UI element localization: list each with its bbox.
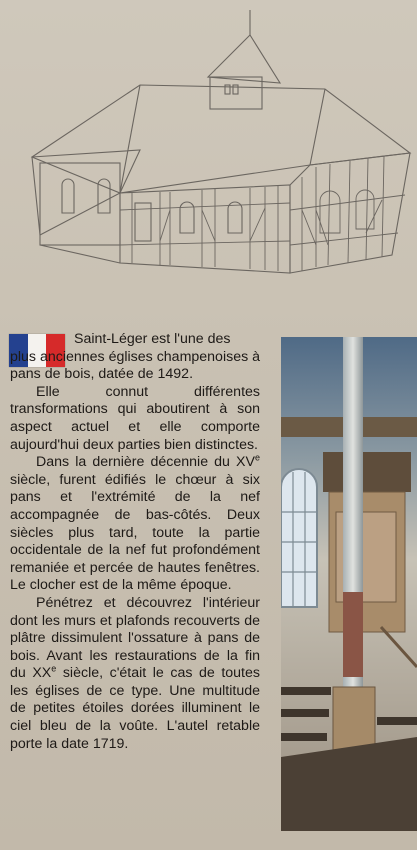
paragraph-4-part-b: siècle, c'était le cas de toutes les églises de ce type. Une multitude de petites étoiles dorées illuminent le ciel bleu de la voûte. L'autel retable porte la date 1719. xyxy=(10,665,260,752)
paragraph-4 xyxy=(10,595,260,753)
paragraph-4-part-a: Pénétrez et découvrez l'intérieur dont les murs et plafonds recouverts de plâtre dissimulent l'ossature à pans de bois. Avant les restaurations de la fin du XX xyxy=(10,594,260,682)
paragraph-4-superscript: e xyxy=(51,663,57,674)
paragraph-1-rest: plus anciennes églises champenoises à pans de bois, datée de 1492. xyxy=(10,348,261,383)
description-text xyxy=(10,331,260,753)
church-sketch-illustration xyxy=(20,5,417,295)
paragraph-3-part-b: siècle, furent édifiés le chœur à six pans et l'extrémité de la nef accompagnée de bas-côtés. Deux siècles plus tard, toute la partie occidentale de la nef fut profondément remaniée et percée de hautes fenêtres. Le clocher est de la même époque. xyxy=(10,471,260,594)
paragraph-3 xyxy=(10,454,260,595)
paragraph-3-part-a: Dans la dernière décennie du XV xyxy=(36,454,255,471)
paragraph-3-superscript: e xyxy=(254,452,260,463)
paragraph-1 xyxy=(10,331,260,384)
church-interior-photo xyxy=(281,337,417,831)
paragraph-2: Elle connut différentes transformations qui aboutirent à son aspect actuel et elle comporte aujourd'hui deux parties bien distinctes. xyxy=(10,383,260,453)
paragraph-1-first-line: Saint-Léger est l'une des xyxy=(74,331,231,347)
